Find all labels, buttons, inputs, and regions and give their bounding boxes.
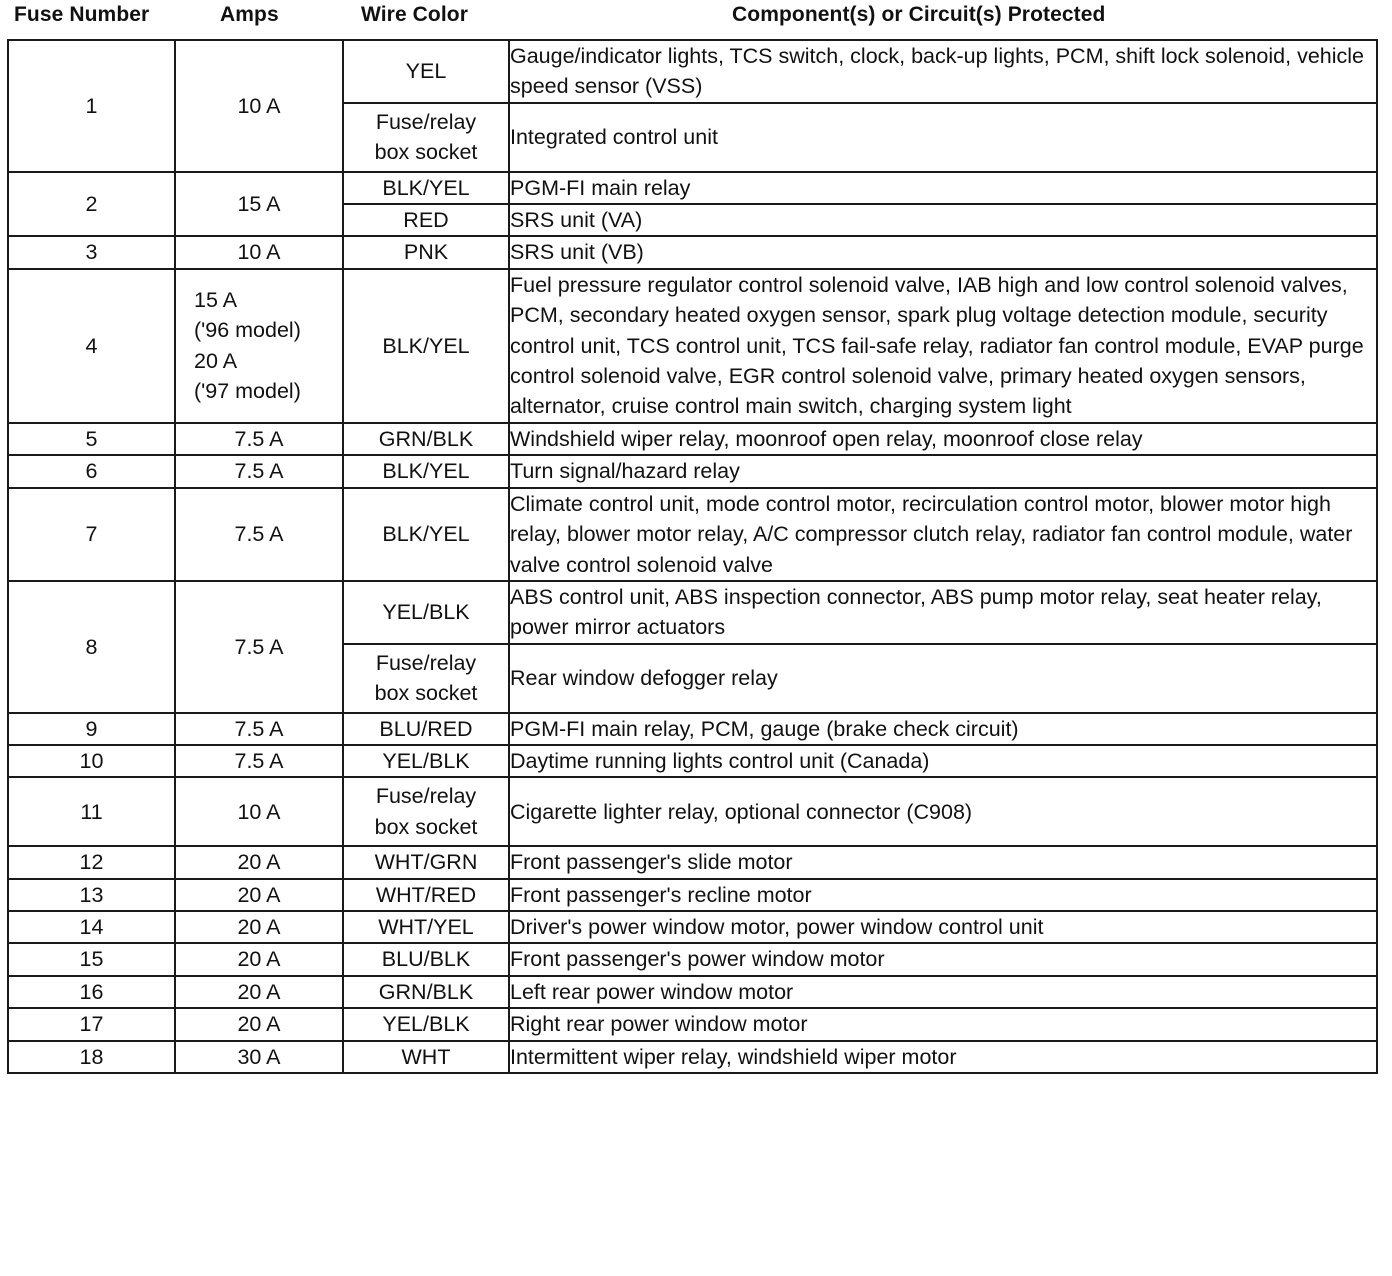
table-row bbox=[8, 1041, 1377, 1073]
amps-cell: 20 A bbox=[175, 1008, 343, 1040]
component-cell: Daytime running lights control unit (Canada) bbox=[509, 745, 1377, 777]
fuse-number-cell: 9 bbox=[8, 713, 175, 745]
header-wire-color: Wire Color bbox=[361, 3, 468, 26]
fuse-number-cell: 17 bbox=[8, 1008, 175, 1040]
component-cell: PGM-FI main relay, PCM, gauge (brake check circuit) bbox=[509, 713, 1377, 745]
fuse-number-cell: 15 bbox=[8, 943, 175, 975]
component-cell: Driver's power window motor, power window control unit bbox=[509, 911, 1377, 943]
amps-cell: 7.5 A bbox=[175, 488, 343, 581]
wire-color-cell: BLK/YEL bbox=[343, 172, 509, 204]
wire-color-cell: BLK/YEL bbox=[343, 455, 509, 487]
table-row bbox=[8, 777, 1377, 846]
table-row bbox=[8, 846, 1377, 878]
table-row bbox=[8, 455, 1377, 487]
table-row bbox=[8, 423, 1377, 455]
fuse-number-cell: 1 bbox=[8, 40, 175, 172]
component-cell: Windshield wiper relay, moonroof open relay, moonroof close relay bbox=[509, 423, 1377, 455]
wire-color-cell: Fuse/relay box socket bbox=[343, 103, 509, 172]
fuse-number-cell: 6 bbox=[8, 455, 175, 487]
wire-color-cell: BLK/YEL bbox=[343, 488, 509, 581]
fuse-number-cell: 12 bbox=[8, 846, 175, 878]
component-cell: Right rear power window motor bbox=[509, 1008, 1377, 1040]
amps-cell: 20 A bbox=[175, 911, 343, 943]
component-cell: SRS unit (VB) bbox=[509, 236, 1377, 268]
wire-color-cell: WHT/YEL bbox=[343, 911, 509, 943]
component-cell: ABS control unit, ABS inspection connector, ABS pump motor relay, seat heater relay, power mirror actuators bbox=[509, 581, 1377, 644]
component-cell: Front passenger's recline motor bbox=[509, 879, 1377, 911]
table-row bbox=[8, 1008, 1377, 1040]
wire-color-cell: WHT/RED bbox=[343, 879, 509, 911]
table-row bbox=[8, 269, 1377, 423]
component-cell: Front passenger's power window motor bbox=[509, 943, 1377, 975]
table-row bbox=[8, 879, 1377, 911]
fuse-number-cell: 14 bbox=[8, 911, 175, 943]
wire-color-cell: BLU/RED bbox=[343, 713, 509, 745]
component-cell: Cigarette lighter relay, optional connector (C908) bbox=[509, 777, 1377, 846]
component-cell: Rear window defogger relay bbox=[509, 644, 1377, 713]
wire-color-cell: BLU/BLK bbox=[343, 943, 509, 975]
table-header bbox=[0, 0, 1392, 34]
fuse-number-cell: 16 bbox=[8, 976, 175, 1008]
amps-cell: 10 A bbox=[175, 40, 343, 172]
amps-cell: 15 A ('96 model) 20 A ('97 model) bbox=[175, 269, 343, 423]
wire-color-cell: BLK/YEL bbox=[343, 269, 509, 423]
component-cell: Front passenger's slide motor bbox=[509, 846, 1377, 878]
wire-color-cell: YEL/BLK bbox=[343, 581, 509, 644]
fuse-number-cell: 4 bbox=[8, 269, 175, 423]
table-row bbox=[8, 745, 1377, 777]
amps-cell: 7.5 A bbox=[175, 713, 343, 745]
amps-cell: 20 A bbox=[175, 976, 343, 1008]
component-cell: PGM-FI main relay bbox=[509, 172, 1377, 204]
wire-color-cell: GRN/BLK bbox=[343, 423, 509, 455]
fuse-number-cell: 10 bbox=[8, 745, 175, 777]
header-component: Component(s) or Circuit(s) Protected bbox=[732, 3, 1106, 26]
fuse-number-cell: 8 bbox=[8, 581, 175, 713]
component-cell: Turn signal/hazard relay bbox=[509, 455, 1377, 487]
amps-cell: 20 A bbox=[175, 879, 343, 911]
component-cell: Fuel pressure regulator control solenoid valve, IAB high and low control solenoid valves, PCM, secondary heated oxygen sensor, spark plug voltage detection module, security control unit, TCS control unit, TCS fail-safe relay, radiator fan control module, EVAP purge control solenoid valve, EGR control solenoid valve, primary heated oxygen sensors, alternator, cruise control main switch, charging system light bbox=[509, 269, 1377, 423]
amps-cell: 20 A bbox=[175, 943, 343, 975]
fuse-number-cell: 5 bbox=[8, 423, 175, 455]
table-row bbox=[8, 943, 1377, 975]
table-row bbox=[8, 713, 1377, 745]
amps-cell: 7.5 A bbox=[175, 581, 343, 713]
header-fuse-number: Fuse Number bbox=[14, 3, 150, 26]
wire-color-cell: WHT bbox=[343, 1041, 509, 1073]
fuse-number-cell: 18 bbox=[8, 1041, 175, 1073]
component-cell: Gauge/indicator lights, TCS switch, clock, back-up lights, PCM, shift lock solenoid, vehicle speed sensor (VSS) bbox=[509, 40, 1377, 103]
wire-color-cell: Fuse/relay box socket bbox=[343, 644, 509, 713]
amps-cell: 7.5 A bbox=[175, 423, 343, 455]
wire-color-cell: GRN/BLK bbox=[343, 976, 509, 1008]
fuse-number-cell: 7 bbox=[8, 488, 175, 581]
wire-color-cell: Fuse/relay box socket bbox=[343, 777, 509, 846]
wire-color-cell: YEL/BLK bbox=[343, 745, 509, 777]
fuse-table-body bbox=[8, 40, 1377, 1073]
fuse-number-cell: 3 bbox=[8, 236, 175, 268]
fuse-number-cell: 11 bbox=[8, 777, 175, 846]
component-cell: Climate control unit, mode control motor, recirculation control motor, blower motor high relay, blower motor relay, A/C compressor clutch relay, radiator fan control module, water valve control solenoid valve bbox=[509, 488, 1377, 581]
fuse-number-cell: 13 bbox=[8, 879, 175, 911]
table-row bbox=[8, 488, 1377, 581]
table-row bbox=[8, 581, 1377, 644]
table-row bbox=[8, 976, 1377, 1008]
table-row bbox=[8, 236, 1377, 268]
table-row bbox=[8, 40, 1377, 103]
component-cell: Intermittent wiper relay, windshield wiper motor bbox=[509, 1041, 1377, 1073]
wire-color-cell: RED bbox=[343, 204, 509, 236]
component-cell: SRS unit (VA) bbox=[509, 204, 1377, 236]
amps-cell: 15 A bbox=[175, 172, 343, 237]
amps-cell: 20 A bbox=[175, 846, 343, 878]
amps-cell: 7.5 A bbox=[175, 455, 343, 487]
table-row bbox=[8, 911, 1377, 943]
wire-color-cell: PNK bbox=[343, 236, 509, 268]
fuse-number-cell: 2 bbox=[8, 172, 175, 237]
header-amps: Amps bbox=[220, 3, 279, 26]
amps-cell: 10 A bbox=[175, 777, 343, 846]
wire-color-cell: YEL bbox=[343, 40, 509, 103]
fuse-table bbox=[7, 39, 1378, 1074]
wire-color-cell: YEL/BLK bbox=[343, 1008, 509, 1040]
wire-color-cell: WHT/GRN bbox=[343, 846, 509, 878]
table-row bbox=[8, 172, 1377, 204]
component-cell: Integrated control unit bbox=[509, 103, 1377, 172]
component-cell: Left rear power window motor bbox=[509, 976, 1377, 1008]
amps-cell: 10 A bbox=[175, 236, 343, 268]
amps-cell: 7.5 A bbox=[175, 745, 343, 777]
amps-cell: 30 A bbox=[175, 1041, 343, 1073]
